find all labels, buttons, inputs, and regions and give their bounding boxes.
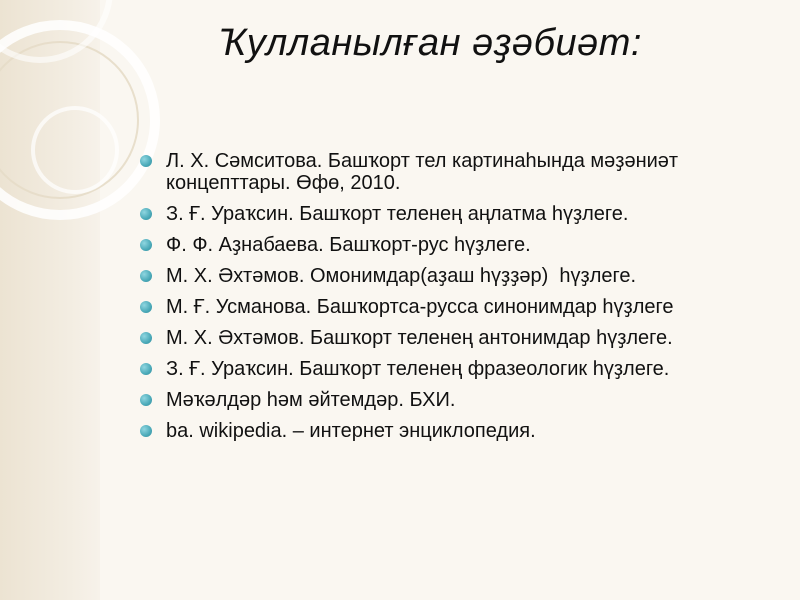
bullet-icon [140, 332, 152, 344]
deco-circle-small [33, 108, 117, 192]
slide-title: Ҡулланылған әҙәбиәт: [218, 22, 642, 64]
list-item-text: Мәҡәлдәр һәм әйтемдәр. БХИ. [166, 389, 456, 411]
list-item [140, 203, 770, 225]
bullet-icon [140, 155, 152, 167]
list-item [140, 150, 770, 194]
bibliography-list [140, 150, 770, 451]
list-item-text: М. Х. Әхтәмов. Омонимдар(аҙаш һүҙҙәр) һүҙлеге. [166, 265, 637, 287]
list-item [140, 296, 770, 318]
list-item-text: ba. wikipedia. – интернет энциклопедия. [166, 420, 536, 442]
list-item [140, 234, 770, 256]
bullet-icon [140, 208, 152, 220]
bullet-icon [140, 270, 152, 282]
list-item-text: М. Ғ. Усманова. Башҡортса-русса синонимдар һүҙлеге [166, 296, 674, 318]
list-item-text: З. Ғ. Ураҡсин. Башҡорт теленең аңлатма һүҙлеге. [166, 203, 629, 225]
list-item [140, 420, 770, 442]
bullet-icon [140, 301, 152, 313]
bullet-icon [140, 394, 152, 406]
bullet-icon [140, 363, 152, 375]
list-item-text: Ф. Ф. Аҙнабаева. Башҡорт-рус һүҙлеге. [166, 234, 531, 256]
list-item [140, 327, 770, 349]
list-item [140, 265, 770, 287]
list-item-text: З. Ғ. Ураҡсин. Башҡорт теленең фразеологик һүҙлеге. [166, 358, 670, 380]
list-item-text: М. Х. Әхтәмов. Башҡорт теленең антонимдар һүҙлеге. [166, 327, 673, 349]
list-item-text: Л. Х. Сәмситова. Башҡорт тел картинаһында мәҙәниәт концепттары. Өфө, 2010. [166, 150, 679, 194]
bullet-icon [140, 425, 152, 437]
bullet-icon [140, 239, 152, 251]
list-item [140, 389, 770, 411]
list-item [140, 358, 770, 380]
deco-circle-inner [0, 42, 138, 198]
